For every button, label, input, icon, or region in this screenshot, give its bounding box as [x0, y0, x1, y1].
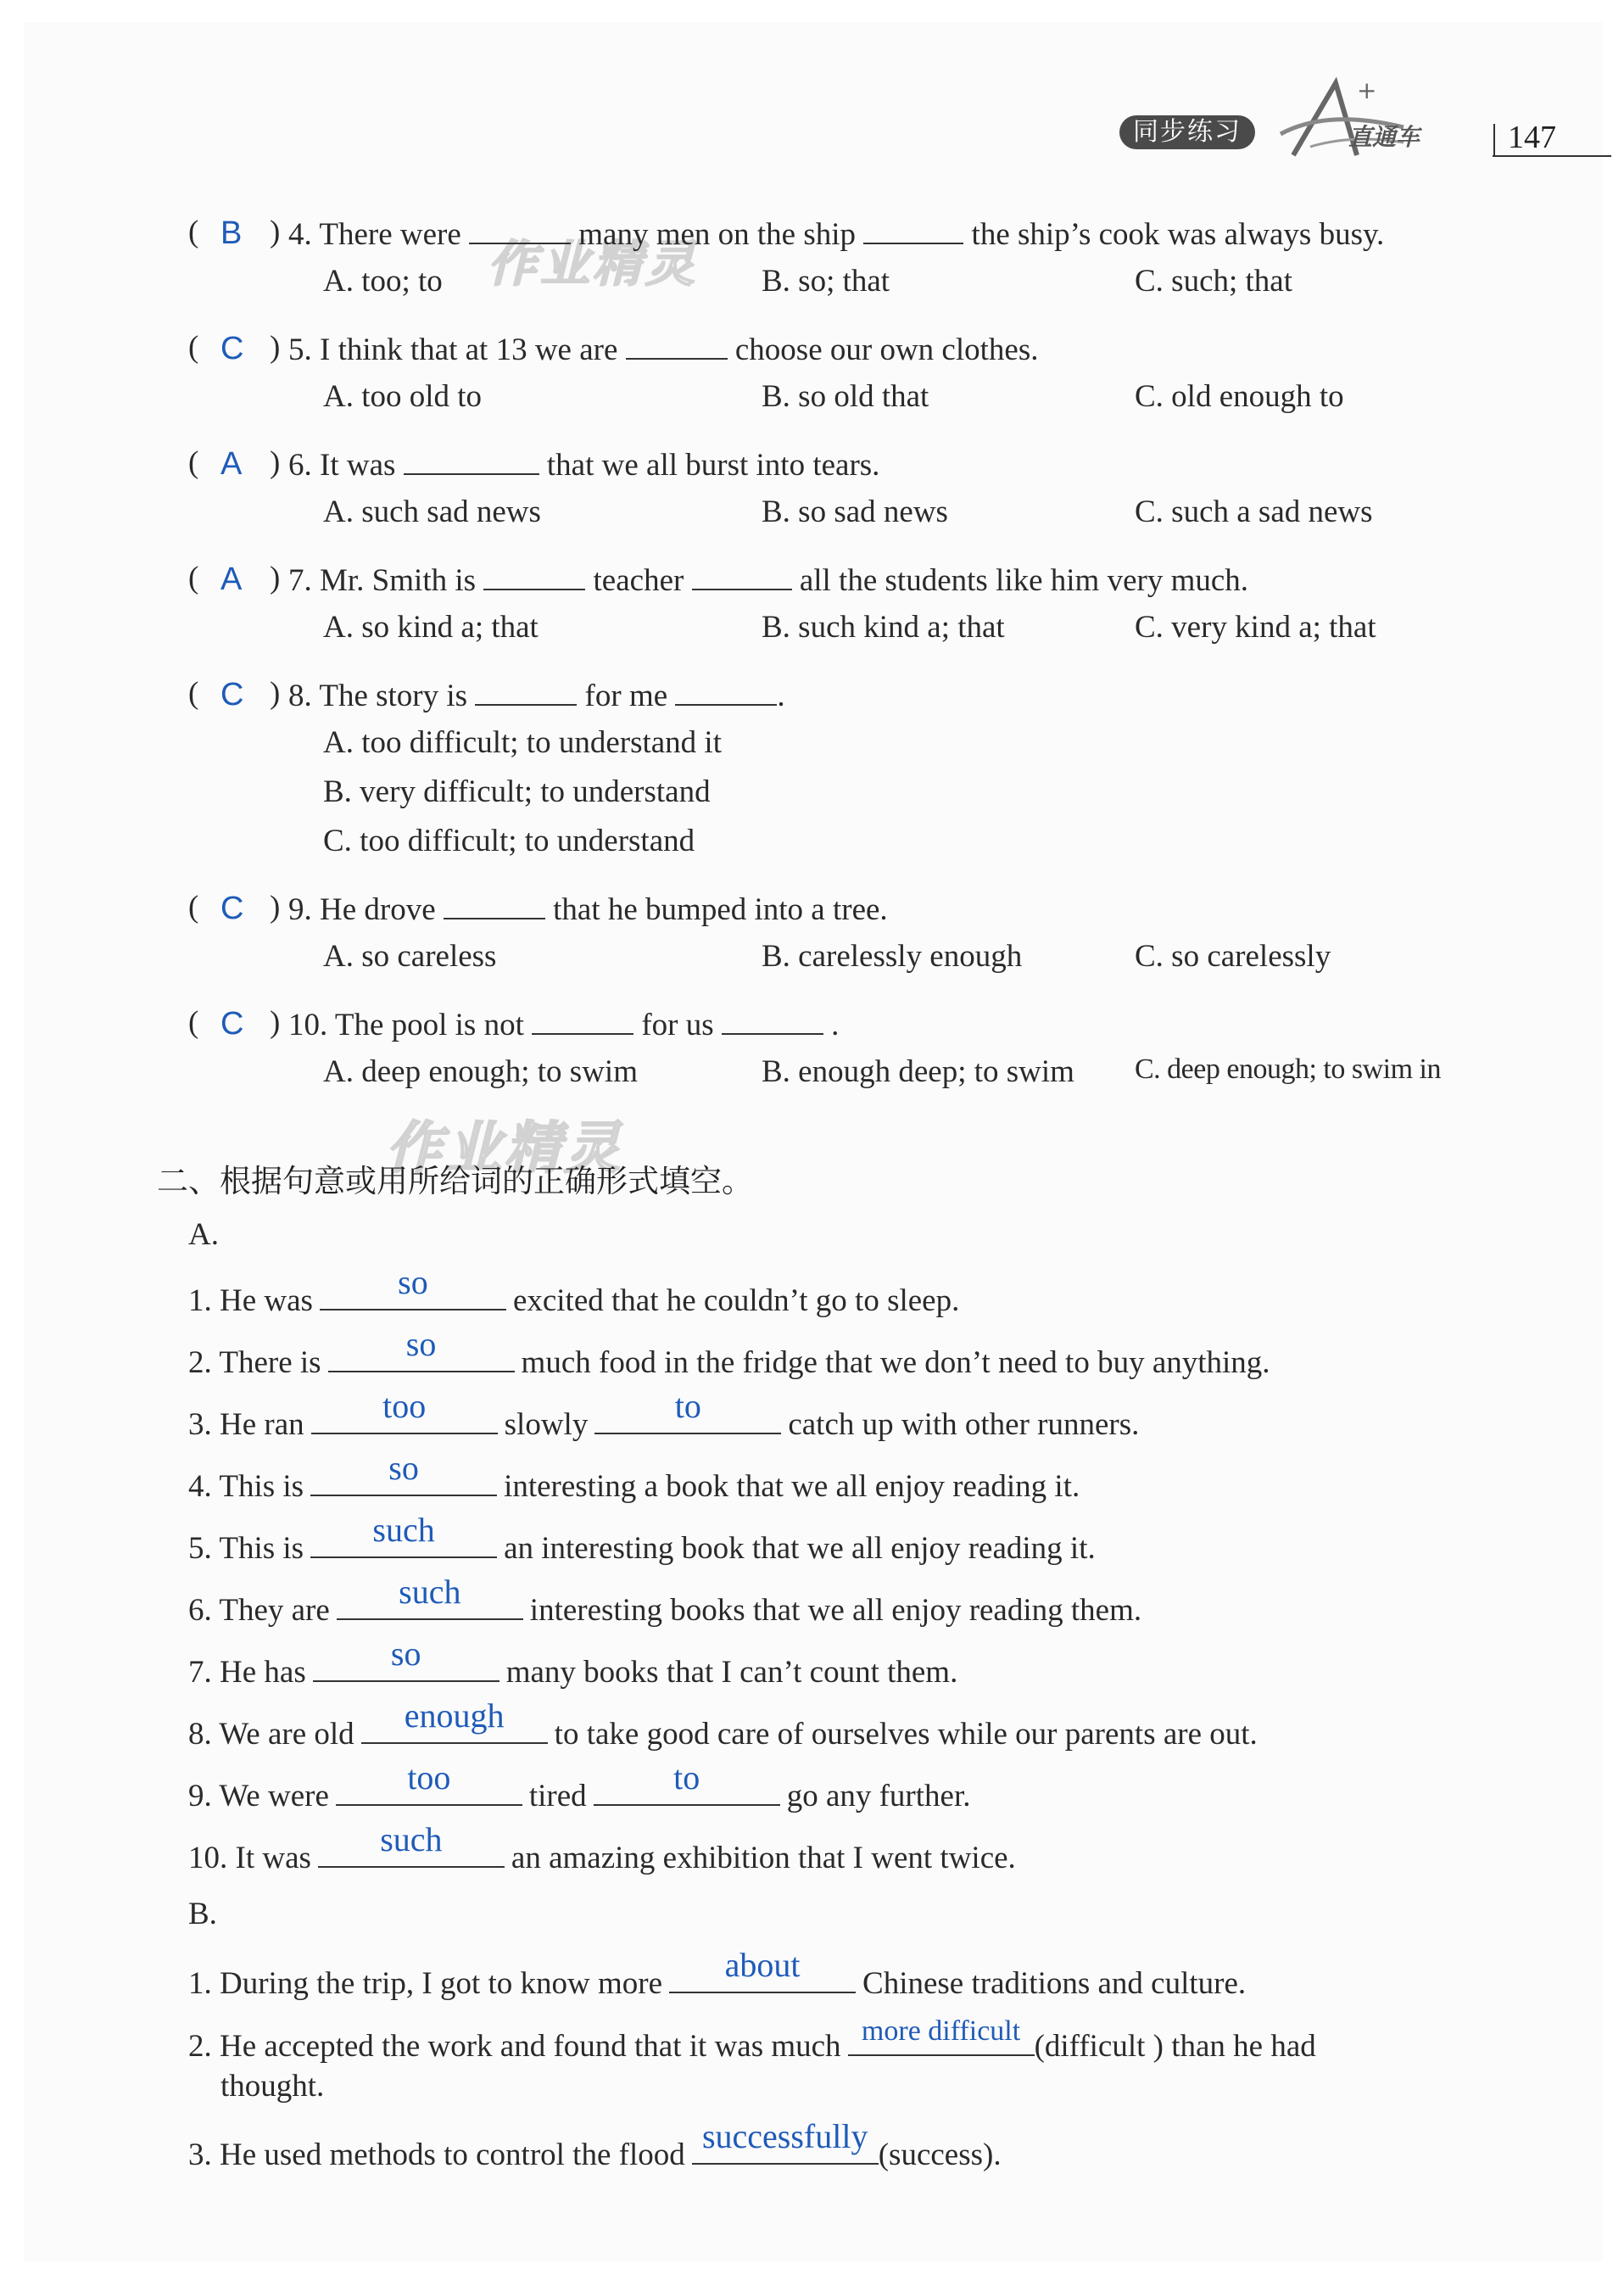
fill-line: 1. He was so excited that he couldn’t go to sleep.	[188, 1263, 960, 1318]
answer-mark: B	[220, 215, 243, 251]
option-a: A. so kind a; that	[323, 610, 539, 645]
answer-blank	[475, 675, 577, 706]
answer-blank	[863, 214, 963, 244]
fill-line-continued: thought.	[220, 2069, 325, 2104]
answer-blank	[532, 1004, 633, 1035]
option-c: C. too difficult; to understand	[323, 824, 695, 858]
answer-blank	[483, 560, 585, 590]
page-header	[1119, 76, 1611, 168]
answer-mark: C	[220, 677, 244, 712]
option-c: C. so carelessly	[1135, 939, 1331, 974]
fill-line: 7. He has so many books that I can’t count them.	[188, 1635, 958, 1690]
svg-text:+: +	[1357, 76, 1377, 104]
option-a: A. deep enough; to swim	[323, 1054, 638, 1089]
option-b: B. such kind a; that	[762, 610, 1005, 645]
fill-line: 4. This is so interesting a book that we all enjoy reading it.	[188, 1449, 1080, 1504]
fill-line: 8. We are old enough to take good care of ourselves while our parents are out.	[188, 1696, 1258, 1752]
section-badge: 同步练习	[1119, 115, 1255, 149]
fill-line: 6. They are such interesting books that we all enjoy reading them.	[188, 1573, 1142, 1628]
option-a: A. too difficult; to understand it	[323, 725, 722, 760]
option-b: B. so sad news	[762, 495, 948, 529]
page-number: 147	[1508, 120, 1556, 155]
fill-line: 5. This is such an interesting book that we all enjoy reading it.	[188, 1511, 1096, 1566]
option-c: C. old enough to	[1135, 379, 1344, 414]
part-b-label: B.	[188, 1897, 217, 1931]
answer-mark: C	[220, 1006, 244, 1042]
fill-line: 9. We were too tired to go any further.	[188, 1758, 971, 1813]
answer-blank	[469, 214, 571, 244]
option-c: C. such; that	[1135, 264, 1293, 299]
watermark: 作业精灵	[488, 235, 699, 293]
fill-line: 3. He used methods to control the flood successfully (success).	[188, 2117, 1002, 2172]
option-c: C. such a sad news	[1135, 495, 1373, 529]
option-a: A. too old to	[323, 379, 483, 414]
logo-text: 直通车	[1348, 123, 1420, 151]
answer-blank	[675, 675, 777, 706]
answer-blank	[626, 329, 728, 360]
fill-line: 1. During the trip, I got to know more about Chinese traditions and culture.	[188, 1946, 1247, 2001]
option-c: C. very kind a; that	[1135, 610, 1376, 645]
part-a-label: A.	[188, 1217, 219, 1252]
watermark: 作业精灵	[386, 1115, 623, 1181]
fill-line: 10. It was such an amazing exhibition that I went twice.	[188, 1820, 1016, 1875]
answer-blank	[692, 560, 792, 590]
option-a: A. so careless	[323, 939, 497, 974]
option-c: C. deep enough; to swim in	[1135, 1053, 1441, 1085]
option-b: B. enough deep; to swim	[762, 1054, 1074, 1089]
answer-blank	[444, 889, 545, 919]
answer-mark: C	[220, 331, 244, 366]
page-number-divider	[1493, 124, 1495, 156]
option-b: B. so; that	[762, 264, 890, 299]
option-a: A. such sad news	[323, 495, 541, 529]
option-b: B. carelessly enough	[762, 939, 1023, 974]
answer-mark: A	[220, 562, 243, 597]
answer-blank	[404, 444, 539, 475]
answer-mark: A	[220, 446, 243, 482]
option-a: A. too; to	[323, 264, 443, 299]
fill-line: 2. He accepted the work and found that it was much more difficult (difficult ) than he had	[188, 2015, 1316, 2064]
section-title: 二、根据句意或用所给词的正确形式填空。	[157, 1163, 753, 1199]
fill-line: 2. There is so much food in the fridge that we don’t need to buy anything.	[188, 1325, 1270, 1380]
option-b: B. so old that	[762, 379, 929, 414]
answer-blank	[722, 1004, 823, 1035]
fill-line: 3. He ran too slowly to catch up with other runners.	[188, 1387, 1140, 1442]
answer-mark: C	[220, 891, 244, 926]
option-b: B. very difficult; to understand	[323, 774, 711, 809]
